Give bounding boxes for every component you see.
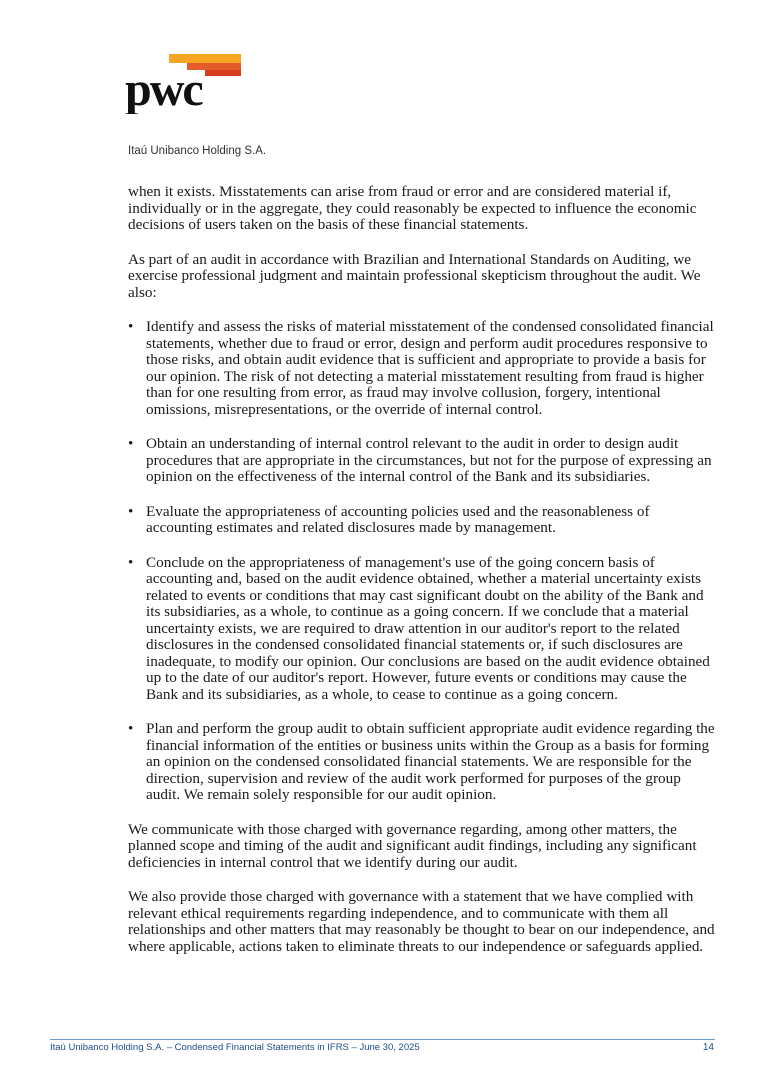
footer-divider	[50, 1039, 715, 1040]
report-body	[128, 184, 716, 973]
footer-document-title: Itaú Unibanco Holding S.A. – Condensed Financial Statements in IFRS – June 30, 2025	[50, 1042, 420, 1053]
paragraph: We communicate with those charged with governance regarding, among other matters, the planned scope and timing of the audit and significant audit findings, including any significant deficiencies in internal control that we identify during our audit.	[128, 820, 697, 871]
paragraph: We also provide those charged with governance with a statement that we have complied with relevant ethical requirements regarding independence, and to communicate with them all relationships and other matters that may reasonably be thought to bear on our independence, and where applicable, actions taken to eliminate threats to our independence or safeguards applied.	[128, 888, 715, 955]
audit-procedures-list	[128, 319, 716, 804]
paragraph: when it exists. Misstatements can arise from fraud or error and are considered material if, individually or in the aggregate, they could reasonably be expected to influence the economic decisions of users taken on the basis of these financial statements.	[128, 183, 697, 233]
logo-wordmark: pwc	[125, 63, 202, 114]
list-item: • Plan and perform the group audit to obtain sufficient appropriate audit evidence regarding the financial information of the entities or business units within the Group as a basis for forming an opinion on the condensed consolidated financial statements. We are responsible for the direction, supervision and review of the audit work performed for purposes of the group audit. We remain solely responsible for our audit opinion.	[128, 721, 716, 804]
header-company-name: Itaú Unibanco Holding S.A.	[128, 145, 267, 157]
logo-accent-bar-3	[205, 70, 241, 76]
list-item: • Conclude on the appropriateness of management's use of the going concern basis of accounting and, based on the audit evidence obtained, whether a material uncertainty exists related to events or conditions that may cast significant doubt on the ability of the Bank and its subsidiaries, as a whole, to continue as a going concern. If we conclude that a material uncertainty exists, we are required to draw attention in our auditor's report to the related disclosures in the condensed consolidated financial statements or, if such disclosures are inadequate, to modify our opinion. Our conclusions are based on the audit evidence obtained up to the date of our auditor's report. However, future events or conditions may cause the Bank and its subsidiaries, as a whole, to cease to continue as a going concern.	[128, 555, 716, 704]
pwc-logo-graphic	[125, 52, 243, 114]
logo-accent-bar-1	[169, 54, 241, 63]
list-item: • Identify and assess the risks of material misstatement of the condensed consolidated financial statements, whether due to fraud or error, design and perform audit procedures responsive to those risks, and obtain audit evidence that is sufficient and appropriate to provide a basis for our opinion. The risk of not detecting a material misstatement resulting from fraud is higher than for one resulting from error, as fraud may involve collusion, forgery, intentional omissions, misrepresentations, or the override of internal control.	[128, 319, 716, 418]
page-number: 14	[702, 1042, 714, 1053]
list-item: • Evaluate the appropriateness of accounting policies used and the reasonableness of accounting estimates and related disclosures made by management.	[128, 504, 716, 537]
pwc-logo	[125, 52, 243, 114]
paragraph: As part of an audit in accordance with Brazilian and International Standards on Auditing, we exercise professional judgment and maintain professional skepticism throughout the audit. We also:	[128, 250, 701, 301]
list-item: • Obtain an understanding of internal control relevant to the audit in order to design audit procedures that are appropriate in the circumstances, but not for the purpose of expressing an opinion on the effectiveness of the internal control of the Bank and its subsidiaries.	[128, 436, 716, 486]
